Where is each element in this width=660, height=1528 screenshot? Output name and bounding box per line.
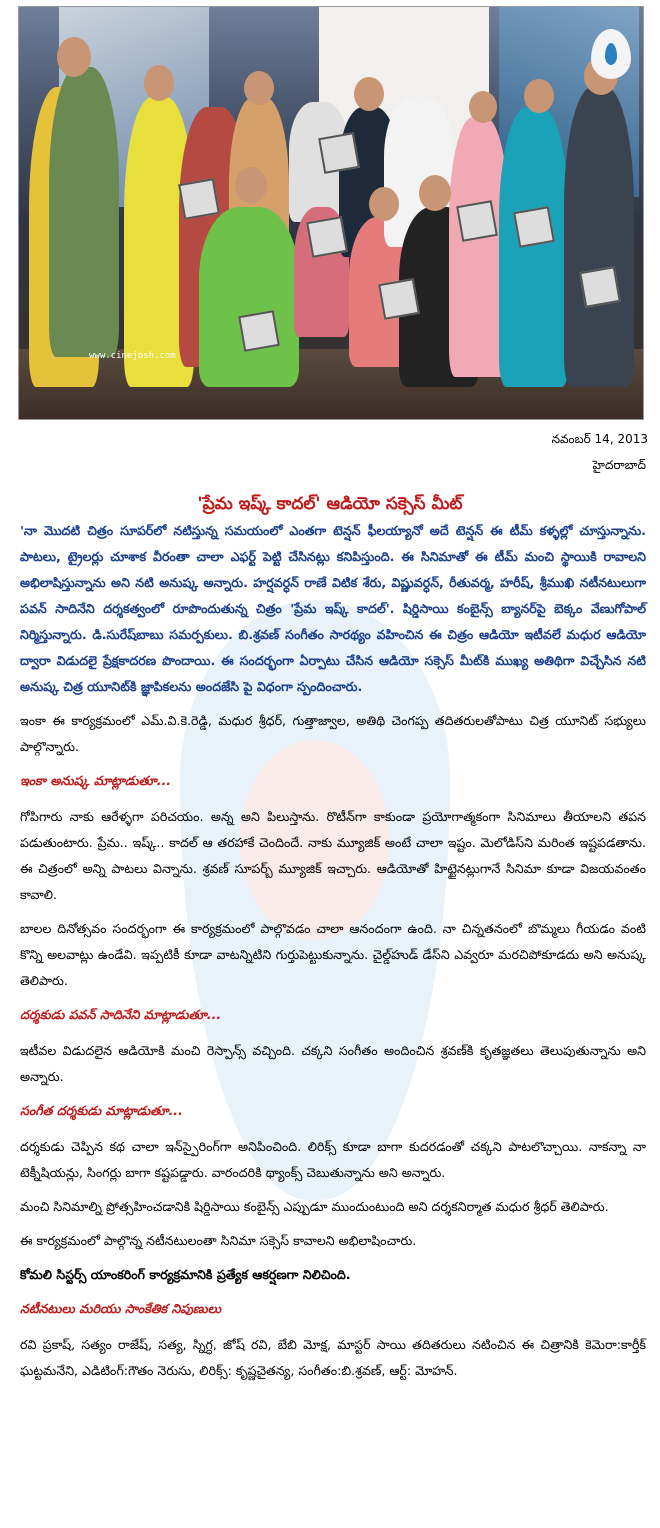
audio-cd: [238, 310, 280, 352]
person-head: [469, 91, 497, 123]
article-date: నవంబర్ 14, 2013: [551, 432, 648, 446]
person-head: [354, 77, 384, 111]
person: [564, 87, 634, 387]
paragraph: రవి ప్రకాష్, సత్యం రాజేష్, సత్య, స్నిగ్ధ, జోష్ రవి, బేబి మోక్ష, మాస్టర్ సాయి తదితరులు నటించిన ఈ చిత్రానికి కెమెరా:కార్తీక్ ఘట్టమనేని, ఎడిటింగ్:గౌతం నెరుసు, లిరిక్స్: కృష్ణచైతన్య, సంగీతం:బి.శ్రవణ్, ఆర్ట్: మోహన్.: [20, 1337, 646, 1378]
audio-cd: [178, 178, 220, 220]
paragraph: ఈ కార్యక్రమంలో పాల్గొన్న నటీనటులంతా సినిమా సక్సెస్ కావాలని అభిలాషించారు.: [20, 1233, 417, 1248]
person-head: [235, 167, 267, 203]
person: [499, 107, 569, 387]
audio-cd: [378, 278, 420, 320]
audio-cd: [579, 266, 621, 308]
paragraph: దర్శకుడు చెప్పిన కథ చాలా ఇన్‌స్పైరింగ్‌గా అనిపించింది. లిరిక్స్ కూడా బాగా కుదరడంతో చక్కని పాటలొచ్చాయి. నాకన్నా నా టెక్నీషియన్లు, సింగర్లు బాగా కష్టపడ్డారు. వారందరికి థ్యాంక్స్ చెబుతున్నాను అని అన్నారు.: [20, 1139, 646, 1180]
subheading: సంగీత దర్శకుడు మాట్లాడుతూ...: [20, 1103, 183, 1118]
person-head: [57, 37, 91, 77]
article-city: హైదరాబాద్: [592, 458, 646, 472]
person-head: [524, 79, 554, 113]
paragraph: కోమలి సిస్టర్స్ యాంకరింగ్ కార్యక్రమానికి ప్రత్యేక ఆకర్షణగా నిలిచింది.: [20, 1267, 351, 1282]
person: [49, 67, 119, 357]
person-head: [144, 65, 174, 101]
subheading: దర్శకుడు పవన్ సాదినేని మాట్లాడుతూ...: [20, 1007, 222, 1022]
person-head: [419, 175, 451, 211]
paragraph: మంచి సినిమాల్ని ప్రోత్సహించడానికి షిర్డిసాయి కంబైన్స్ ఎప్పుడూ ముందుంటుంది అని దర్శకనిర్మాత మధుర శ్రీధర్ తెలిపారు.: [20, 1199, 609, 1214]
person-head: [369, 187, 399, 221]
article-body: [20, 518, 646, 1392]
event-photo: [18, 6, 644, 420]
paragraph: ఇంకా ఈ కార్యక్రమంలో ఎమ్.వి.కె.రెడ్డి, మధుర శ్రీధర్, గుత్తాజ్వాల, అతిథి చెంగప్ప తదితరులతోపాటు చిత్ర యూనిట్ సభ్యులు పాల్గొన్నారు.: [20, 713, 646, 754]
article-title: 'ప్రేమ ఇష్క్ కాదల్' ఆడియో సక్సెస్ మీట్: [197, 494, 463, 514]
audio-cd: [306, 216, 348, 258]
lead-paragraph: 'నా మొదటి చిత్రం సూపర్‌లో నటిస్తున్న సమయంలో ఎంతగా టెన్షన్ ఫీలయ్యానో అదే టెన్షన్ ఈ టీమ్ కళ్ళల్లో చూస్తున్నాను. పాటలు, ట్రైలర్లు చూశాక వీరంతా చాలా ఎఫర్ట్ పెట్టి చేసినట్లు కనిపిస్తుంది. ఈ సినిమాతో ఈ టీమ్ మంచి స్థాయికి రావాలని అభిలాషిస్తున్నాను అని నటి అనుష్క అన్నారు. హర్షవర్ధన్ రాణే విటిక శేరు, విష్ణువర్ధన్, రీతువర్మ, హరీష్, శ్రీముఖి నటీనటులుగా పవన్ సాదినేని దర్శకత్వంలో రూపొందుతున్న చిత్రం 'ప్రేమ ఇష్క్ కాదల్'. షిర్డిసాయి కంబైన్స్ బ్యానర్‌పై బెక్కం వేణుగోపాల్ నిర్మిస్తున్నారు. డి.సురేష్‌బాబు సమర్పకులు. బి.శ్రవణ్ సంగీతం సారథ్యం వహించిన ఈ చిత్రం ఆడియో ఇటీవలే మధుర ఆడియో ద్వారా విడుదలై ప్రేక్షకాదరణ పొందాయి. ఈ సందర్భంగా ఏర్పాటు చేసిన ఆడియో సక్సెస్ మీట్‌కి ముఖ్య అతిథిగా విచ్చేసిన నటి అనుష్క చిత్ర యూనిట్‌కి జ్ఞాపికలను అందజేసి పై విధంగా స్పందించారు.: [20, 523, 646, 694]
audio-cd: [456, 200, 498, 242]
audio-cd: [513, 206, 555, 248]
photo-watermark: www.cinejosh.com: [89, 351, 176, 361]
audio-cd: [318, 132, 360, 174]
person-head: [244, 71, 274, 105]
subheading: నటీనటులు మరియు సాంకేతిక నిపుణులు: [20, 1301, 221, 1316]
person: [199, 207, 299, 387]
paragraph: ఇటీవల విడుదలైన ఆడియోకి మంచి రెస్పాన్స్ వచ్చింది. చక్కని సంగీతం అందించిన శ్రవణ్‌కి కృతజ్ఞతలు తెలుపుతున్నాను అని అన్నారు.: [20, 1043, 646, 1084]
subheading: ఇంకా అనుష్క మాట్లాడుతూ...: [20, 773, 172, 788]
paragraph: గోపిగారు నాకు ఆరేళ్ళగా పరిచయం. అన్న అని పిలుస్తాను. రొటీన్‌గా కాకుండా ప్రయోగాత్మకంగా సినిమాలు తీయాలని తపన పడుతుంటారు. ప్రేమ.. ఇష్క్.. కాదల్ ఆ తరహాకే చెందిందే. నాకు మ్యూజిక్ అంటే చాలా ఇష్టం. మెలోడిస్‌ని మరింత ఇష్టపడతాను. ఈ చిత్రంలో అన్ని పాటలు విన్నాను. శ్రవణ్ సూపర్బ్ మ్యూజిక్ ఇచ్చారు. ఆడియోతో హిట్టైనట్లుగానే సినిమా కూడా విజయవంతం కావాలి.: [20, 809, 646, 902]
paragraph: బాలల దినోత్సవం సందర్భంగా ఈ కార్యక్రమంలో పాల్గొవడం చాలా ఆనందంగా ఉంది. నా చిన్నతనంలో బొమ్మలు గీయడం వంటి కొన్ని అలవాట్లు ఉండేవి. ఇప్పటికీ కూడా వాటన్నిటిని గుర్తుపెట్టుకున్నాను. చైల్డ్‌హుడ్ డేస్‌ని ఎవ్వరూ మరచిపోకూడదు అని అనుష్క తెలిపారు.: [20, 921, 646, 988]
